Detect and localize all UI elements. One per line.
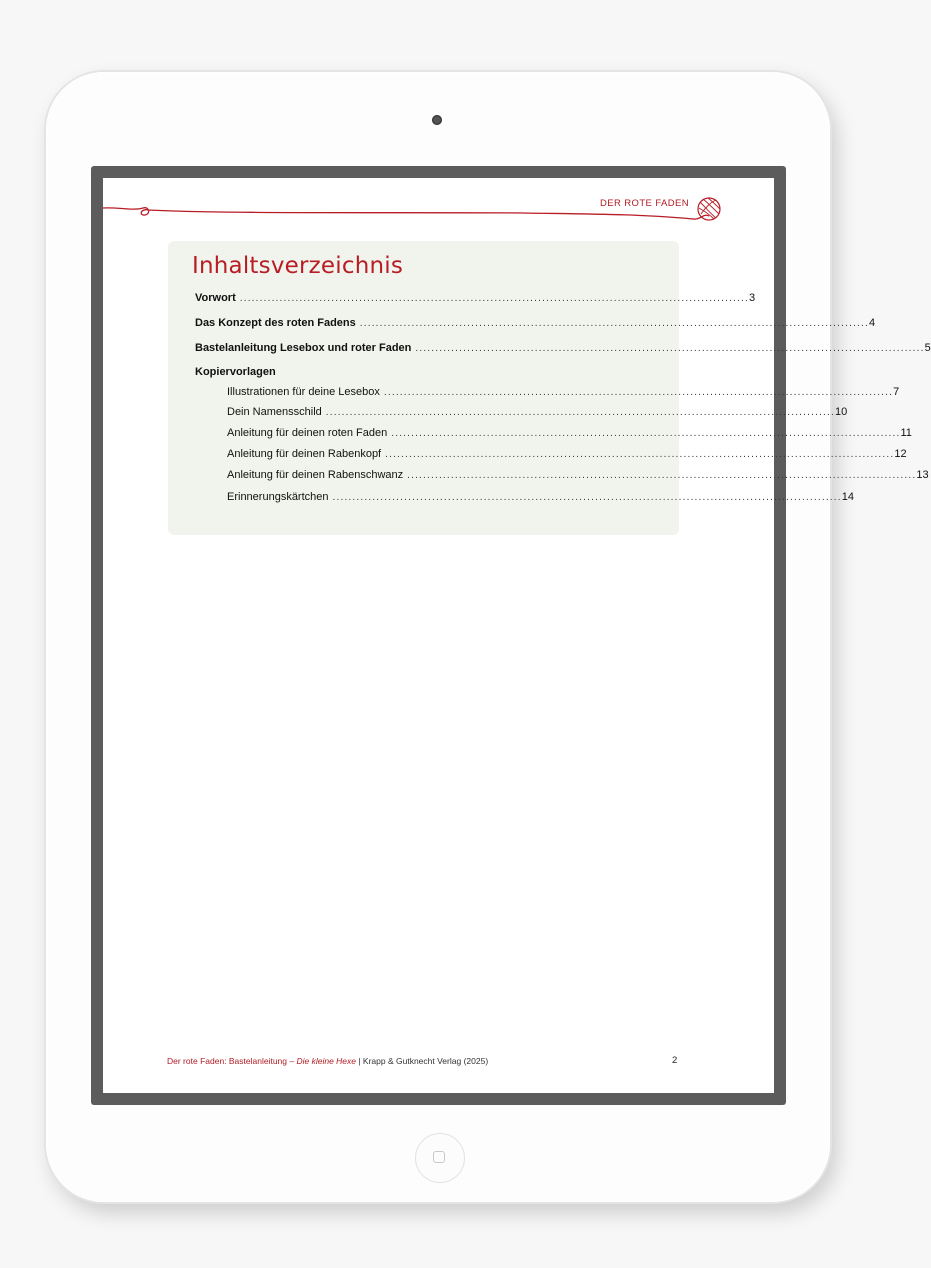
toc-entry-label: Illustrationen für deine Lesebox	[227, 386, 380, 398]
toc-entry-label: Anleitung für deinen Rabenkopf	[227, 448, 382, 460]
leader-dots: ................................................................................................................................	[391, 428, 901, 439]
toc-entry-page: 14	[841, 491, 854, 503]
toc-entry-label: Vorwort	[195, 292, 236, 304]
leader-dots: ................................................................................................................................	[385, 449, 895, 460]
toc-sub-entry[interactable]	[227, 469, 929, 481]
toc-section-label: Kopiervorlagen	[195, 366, 276, 378]
toc-sub-entry[interactable]	[227, 427, 912, 439]
toc-entry-label: Anleitung für deinen Rabenschwanz	[227, 469, 404, 481]
toc-entry-label: Erinnerungskärtchen	[227, 491, 329, 503]
toc-entry-page: 10	[835, 406, 848, 418]
toc-entry-page: 13	[916, 469, 929, 481]
toc-sub-entry[interactable]	[227, 406, 848, 418]
toc-entry-page: 11	[900, 427, 912, 439]
toc-entry-page: 4	[869, 317, 876, 329]
footer-series: Der rote Faden: Bastelanleitung –	[167, 1056, 297, 1066]
header-label: DER ROTE FADEN	[600, 198, 689, 209]
leader-dots: ................................................................................................................................	[325, 407, 835, 418]
toc-entry-page: 3	[748, 292, 756, 304]
leader-dots: ................................................................................................................................	[383, 387, 894, 398]
leader-dots: ................................................................................................................................	[239, 293, 749, 304]
leader-dots: ................................................................................................................................	[407, 470, 917, 481]
leader-dots: ................................................................................................................................	[415, 343, 925, 354]
toc-entry-page: 7	[893, 386, 900, 398]
toc-entry[interactable]	[195, 342, 931, 354]
leader-dots: ................................................................................................................................	[332, 492, 842, 503]
toc-entry-label: Das Konzept des roten Fadens	[195, 317, 356, 329]
footer-page-number: 2	[672, 1055, 678, 1066]
table-of-contents	[168, 241, 931, 535]
toc-entry-label: Bastelanleitung Lesebox und roter Faden	[195, 342, 412, 354]
toc-sub-entry[interactable]	[227, 448, 907, 460]
leader-dots: ................................................................................................................................	[359, 318, 869, 329]
yarn-ball-icon	[698, 198, 720, 220]
home-button[interactable]	[415, 1133, 465, 1183]
home-button-icon	[433, 1151, 445, 1163]
footer-publisher: | Krapp & Gutknecht Verlag (2025)	[356, 1056, 489, 1066]
toc-title: Inhaltsverzeichnis	[192, 253, 404, 279]
toc-entry-label: Anleitung für deinen roten Faden	[227, 427, 388, 439]
toc-section-heading	[195, 366, 645, 378]
toc-entry-page: 12	[894, 448, 907, 460]
toc-entry[interactable]	[195, 292, 756, 304]
camera-icon	[432, 115, 442, 125]
toc-entry-page: 5	[924, 342, 931, 354]
page-footer	[167, 1056, 488, 1066]
toc-entry-label: Dein Namensschild	[227, 406, 322, 418]
toc-entry[interactable]	[195, 317, 876, 329]
footer-book-title: Die kleine Hexe	[296, 1056, 356, 1066]
toc-sub-entry[interactable]	[227, 386, 900, 398]
document-page	[103, 178, 931, 1093]
toc-sub-entry[interactable]	[227, 491, 854, 503]
